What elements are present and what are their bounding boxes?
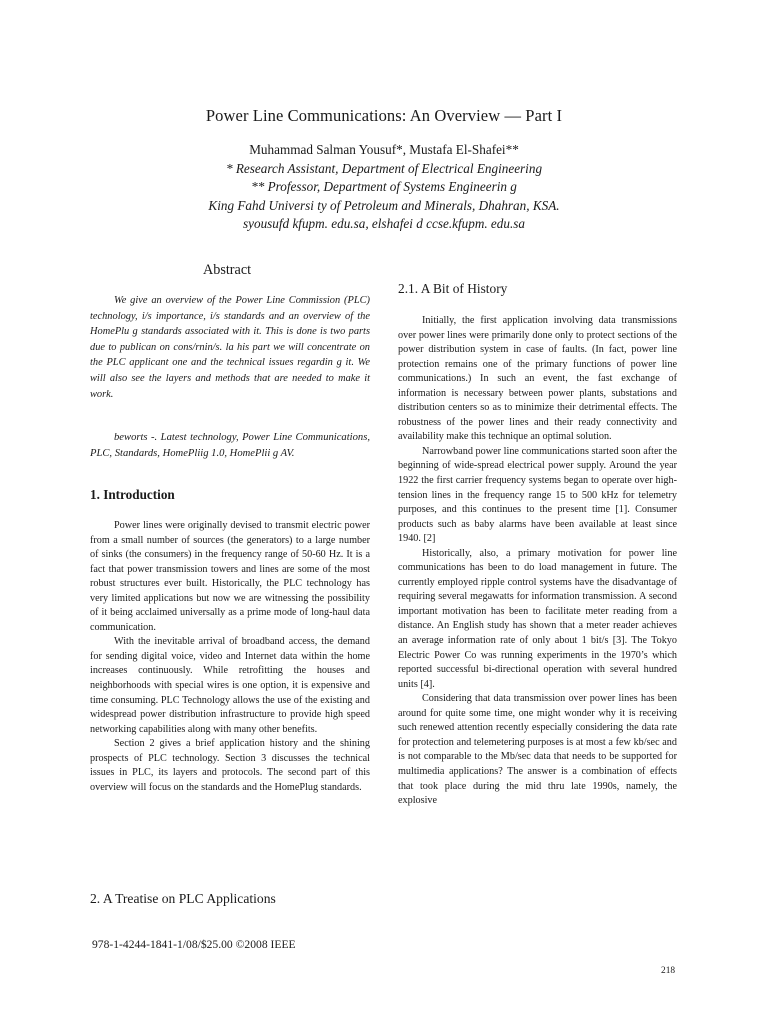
paragraph: Initially, the first application involving data transmissions over power lines were primarily done only to protect sections of the power distribution system in case of faults. (In fact, power line protection remains one of the primary functions of power line communications.) In such an event, the fast exchange of information is necessary between power plants, substations and distribution centers so as to minimize their detrimental effects. The robustness of the power lines and their ready connectivity and availability make this technique an optimal solution. [398,315,677,443]
affiliation-2: ** Professor, Department of Systems Engineerin g [251,179,517,194]
paragraph: Section 2 gives a brief application history and the shining prospects of PLC technology. Section 3 discusses the technical issues in PLC, its layers and protocols. The second part of this overview will focus on the standards and the HomePlug standards. [90,738,370,793]
author-emails: syousufd kfupm. edu.sa, elshafei d ccse.kfupm. edu.sa [242,216,525,231]
paragraph: Considering that data transmission over power lines has been around for quite some time, one might wonder why it is receiving such renewed attention recently especially considering the data rate for protection and telemetering purposes is at most a few kb/sec and is not comparable to the Mb/sec data that needs to be supported for multimedia applications? The answer is a combination of effects that took place during the mid thru late 1990s, namely, the explosive [398,693,677,807]
section-2-1-body [398,314,677,809]
paragraph: Historically, also, a primary motivation for power line communications has been to do load management in future. The currently employed ripple control systems have the disadvantage of requiring several megawatts for information transmission. A second important motivation has been to facilitate meter reading from a distance. An English study has shown that a meter reader achieves an average information rate of only about 1 bit/s [3]. The Tokyo Electric Power Co was running experiments in the 1970’s which reported successful bi-directional operation with several hundred units [4]. [398,547,677,690]
copyright-footer: 978-1-4244-1841-1/08/$25.00 ©2008 IEEE [92,938,296,951]
paragraph: Narrowband power line communications started soon after the beginning of wide-spread electrical power supply. Around the year 1922 the first carrier frequency systems began to operate over high-tension lines in the frequency range 15 to 500 kHz for telemetry purposes, and this continues to the present time [1]. Consumer products such as baby alarms have been available at least since 1940. [2] [398,445,677,545]
section-2-heading: 2. A Treatise on PLC Applications [90,891,276,906]
paragraph: Power lines were originally devised to transmit electric power from a small number of sources (the generators) to a large number of sinks (the consumers) in the frequency range of 50-60 Hz. It is a fact that power transmission towers and lines are some of the most robust structures ever built. Historically, the PLC technology has very limited applications but now we are witnessing the possibility of it being acclaimed universally as a prime mode of long-haul data communication. [90,520,370,633]
paper-title: Power Line Communications: An Overview — Part I [205,106,563,125]
section-1-body [90,519,370,795]
affiliation-3: King Fahd Universi ty of Petroleum and Minerals, Dhahran, KSA. [208,197,560,213]
author-block [0,141,768,234]
author-names: Muhammad Salman Yousuf*, Mustafa El-Shafei** [249,142,519,157]
paragraph: With the inevitable arrival of broadband access, the demand for sending digital voice, video and Internet data within the home increases continuously. While retrofitting the houses and neighborhoods with special wires is one option, it is expensive and time consuming. PLC Technology allows the use of the existing and widespread power distribution infrastructure to provide high speed networking capabilities along with many other benefits. [90,636,370,735]
abstract-text: We give an overview of the Power Line Commission (PLC) technology, i/s importance, i/s standards and an overview of the HomePlu g standards associated with it. This is done is two parts due to publican on cons/rnin/s. la his part we will concentrate on the PLC applicant one and the technical issues regardin g it. We will also see the layers and methods that are needed to make it work. [90,295,370,400]
section-2-1-heading: 2.1. A Bit of History [398,281,508,296]
section-1-heading: 1. Introduction [90,487,175,502]
keywords: beworts -. Latest technology, Power Line Communications, PLC, Standards, HomePliig 1.0, HomePlii g AV. [90,432,370,459]
page-number: 218 [661,966,676,976]
affiliation-1: * Research Assistant, Department of Electrical Engineering [225,160,543,176]
abstract-heading: Abstract [203,262,252,278]
